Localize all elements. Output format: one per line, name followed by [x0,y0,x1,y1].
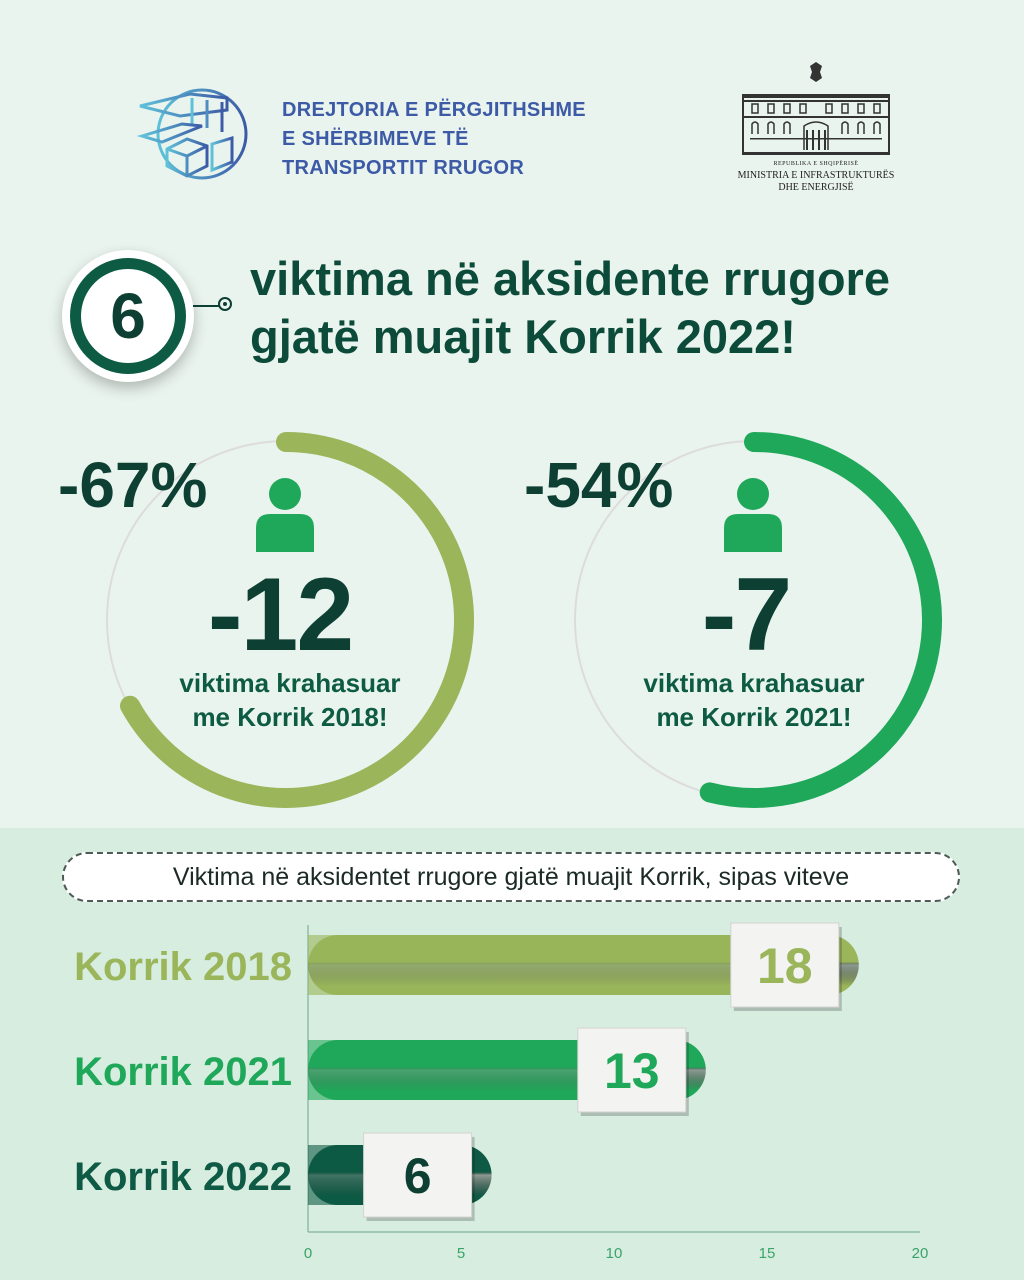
headline-line: viktima në aksidente rrugore [250,252,890,305]
ministry-name-line: DHE ENERGJISË [778,182,854,193]
x-tick-label: 10 [605,1245,623,1262]
headline-line: gjatë muajit Korrik 2022! [250,310,796,363]
organization-name-line: DREJTORIA E PËRGJITHSHME [282,99,586,121]
count-badge-value: 6 [81,269,175,363]
value-label: 13 [603,1043,660,1099]
ministry-name-line: MINISTRIA E INFRASTRUKTURËS [737,170,895,181]
stat-caption-line: viktima krahasuar [643,668,865,698]
category-label: Korrik 2021 [74,1050,292,1094]
x-tick-label: 20 [911,1245,929,1262]
category-label: Korrik 2022 [74,1155,292,1199]
category-label: Korrik 2018 [74,945,292,989]
stat-caption-line: me Korrik 2018! [192,702,388,732]
organization-name-line: E SHËRBIMEVE TË [282,128,469,150]
stat-percent: -54% [524,449,674,521]
organization-name-line: TRANSPORTIT RRUGOR [282,157,525,179]
x-tick-label: 15 [758,1245,776,1262]
stat-percent: -67% [58,449,208,521]
stat-caption-line: me Korrik 2021! [656,702,852,732]
ministry-republic-label: REPUBLIKA E SHQIPËRISË [773,161,859,167]
chart-title: Viktima në aksidentet rrugore gjatë muajit Korrik, sipas viteve [62,852,960,902]
value-label: 6 [403,1148,432,1204]
stat-delta: -12 [207,557,353,673]
x-tick-label: 0 [303,1245,313,1262]
stat-delta: -7 [701,557,791,673]
stat-caption-line: viktima krahasuar [179,668,401,698]
value-label: 18 [756,938,813,994]
x-tick-label: 5 [456,1245,466,1262]
